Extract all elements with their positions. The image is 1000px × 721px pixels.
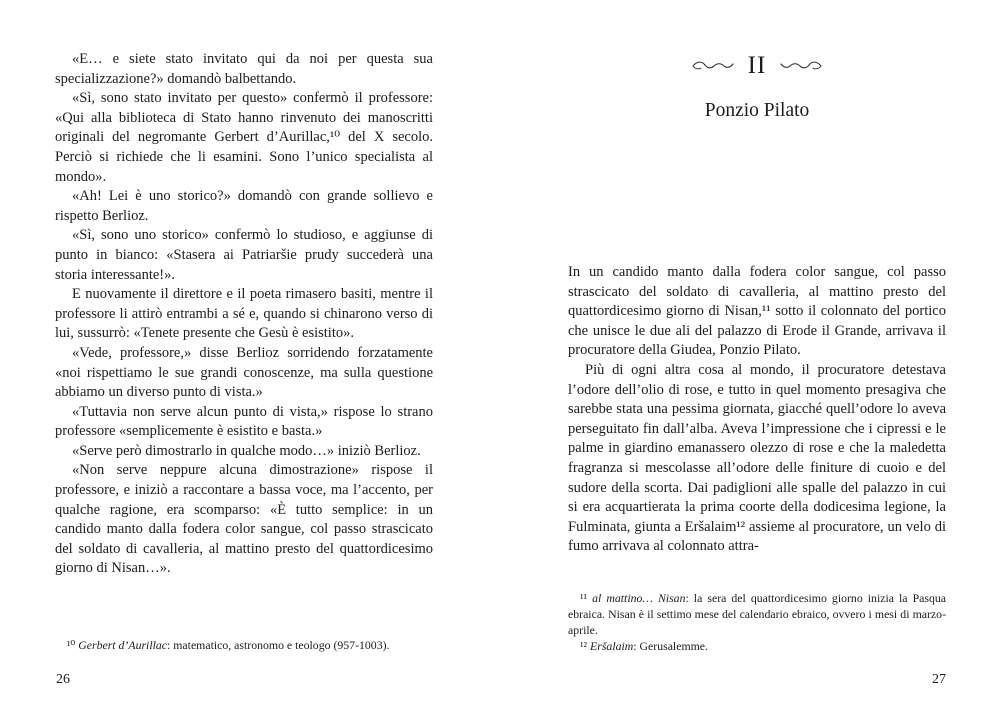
paragraph: «E… e siete stato invitato qui da noi per questa sua specializzazione?» domandò balbettando. <box>55 51 433 87</box>
footnote-ref: ¹¹ <box>580 591 588 605</box>
paragraph: «Tuttavia non serve alcun punto di vista,» rispose lo strano professore «semplicemente è esistito e basta.» <box>55 403 433 440</box>
paragraph: Più di ogni altra cosa al mondo, il procuratore detestava l’odore dell’olio di rose, e tutto in quel momento presagiva che sarebbe stata una pessima giornata, giacché quell’odore lo aveva perseguitato fin dall’alba. Aveva l’impressione che i cipressi e le palme in giardino emanassero olezzo di rose e che la maledetta fragranza si mescolasse all’odore delle finiture di cuoio e del sudore della scorta. Dai padiglioni alle spalle del palazzo in cui si era acquartierata la prima coorte della dodicesima legione, la Fulminata, giunta a Eršalaim¹² assieme al procuratore, un velo di fumo arrivava al colonnato attra- <box>568 361 946 555</box>
paragraph: E nuovamente il direttore e il poeta rimasero basiti, mentre il professore li attirò entrambi a sé e, quando si chinarono verso di lui, sussurrò: «Tenete presente che Gesù è esistito». <box>55 286 433 342</box>
paragraph: In un candido manto dalla fodera color sangue, col passo strascicato del soldato di cavalleria, al mattino presto del quattordicesimo giorno di Nisan,¹¹ sotto il colonnato del portico che unisce le due ali del palazzo di Erode il Grande, arrivava il procuratore della Giudea, Ponzio Pilato. <box>568 264 946 359</box>
chapter-heading <box>568 52 946 122</box>
paragraph: «Sì, sono uno storico» confermò lo studioso, e aggiunse di punto in bianco: «Stasera ai Patriaršie prudy succederà una storia interessante!». <box>55 227 433 283</box>
paragraph: «Ah! Lei è uno storico?» domandò con grande sollievo e rispetto Berlioz. <box>55 188 433 224</box>
footnote-term: Eršalaim <box>590 639 634 653</box>
footnote-ref: ¹⁰ <box>67 638 76 652</box>
page-number-right: 27 <box>932 672 946 687</box>
paragraph: «Vede, professore,» disse Berlioz sorridendo forzatamente «noi rispettiamo le sue grandi conoscenze, ma sulla questione abbiamo un diverso punto di vista.» <box>55 344 433 401</box>
footnote <box>568 638 946 654</box>
right-page-text <box>568 263 946 557</box>
footnote-text: : matematico, astronomo e teologo (957-1003). <box>167 638 390 652</box>
footnote-ref: ¹² <box>580 639 588 653</box>
right-page-footnotes <box>568 590 946 654</box>
left-page-text <box>55 50 433 579</box>
footnote-text: : Gerusalemme. <box>633 639 708 653</box>
left-page-footnotes <box>55 637 433 653</box>
flourish-left-icon <box>692 60 734 72</box>
paragraph: «Sì, sono stato invitato per questo» confermò il professore: «Qui alla biblioteca di Stato hanno rinvenuto dei manoscritti originali del negromante Gerbert d’Aurillac,¹⁰ del X secolo. Perciò si richiede che li esamini. Sono l’unico specialista al mondo». <box>55 90 433 185</box>
chapter-number-row <box>568 52 946 80</box>
chapter-number: II <box>747 52 767 79</box>
paragraph: «Non serve neppure alcuna dimostrazione» rispose il professore, e iniziò a raccontare a bassa voce, ma l’accento, per qualche ragione, era scomparso: «È tutto semplice: in un candido manto dalla fodera color sangue, col passo strascicato del soldato di cavalleria, al mattino presto del quattordicesimo giorno di Nisan…». <box>55 462 433 577</box>
page-number-left: 26 <box>56 672 70 687</box>
footnote-text: : la sera del quattordicesimo giorno inizia la Pasqua ebraica. Nisan è il settimo mese del calendario ebraico, ovvero i mesi di marzo-aprile. <box>568 591 946 637</box>
paragraph: «Serve però dimostrarlo in qualche modo…» iniziò Berlioz. <box>72 442 421 459</box>
footnote-term: al mattino… Nisan <box>592 591 686 605</box>
footnote <box>55 637 433 653</box>
footnote-term: Gerbert d’Aurillac <box>78 638 168 652</box>
flourish-right-icon <box>780 60 822 72</box>
chapter-title: Ponzio Pilato <box>704 100 810 121</box>
footnote <box>568 590 946 638</box>
